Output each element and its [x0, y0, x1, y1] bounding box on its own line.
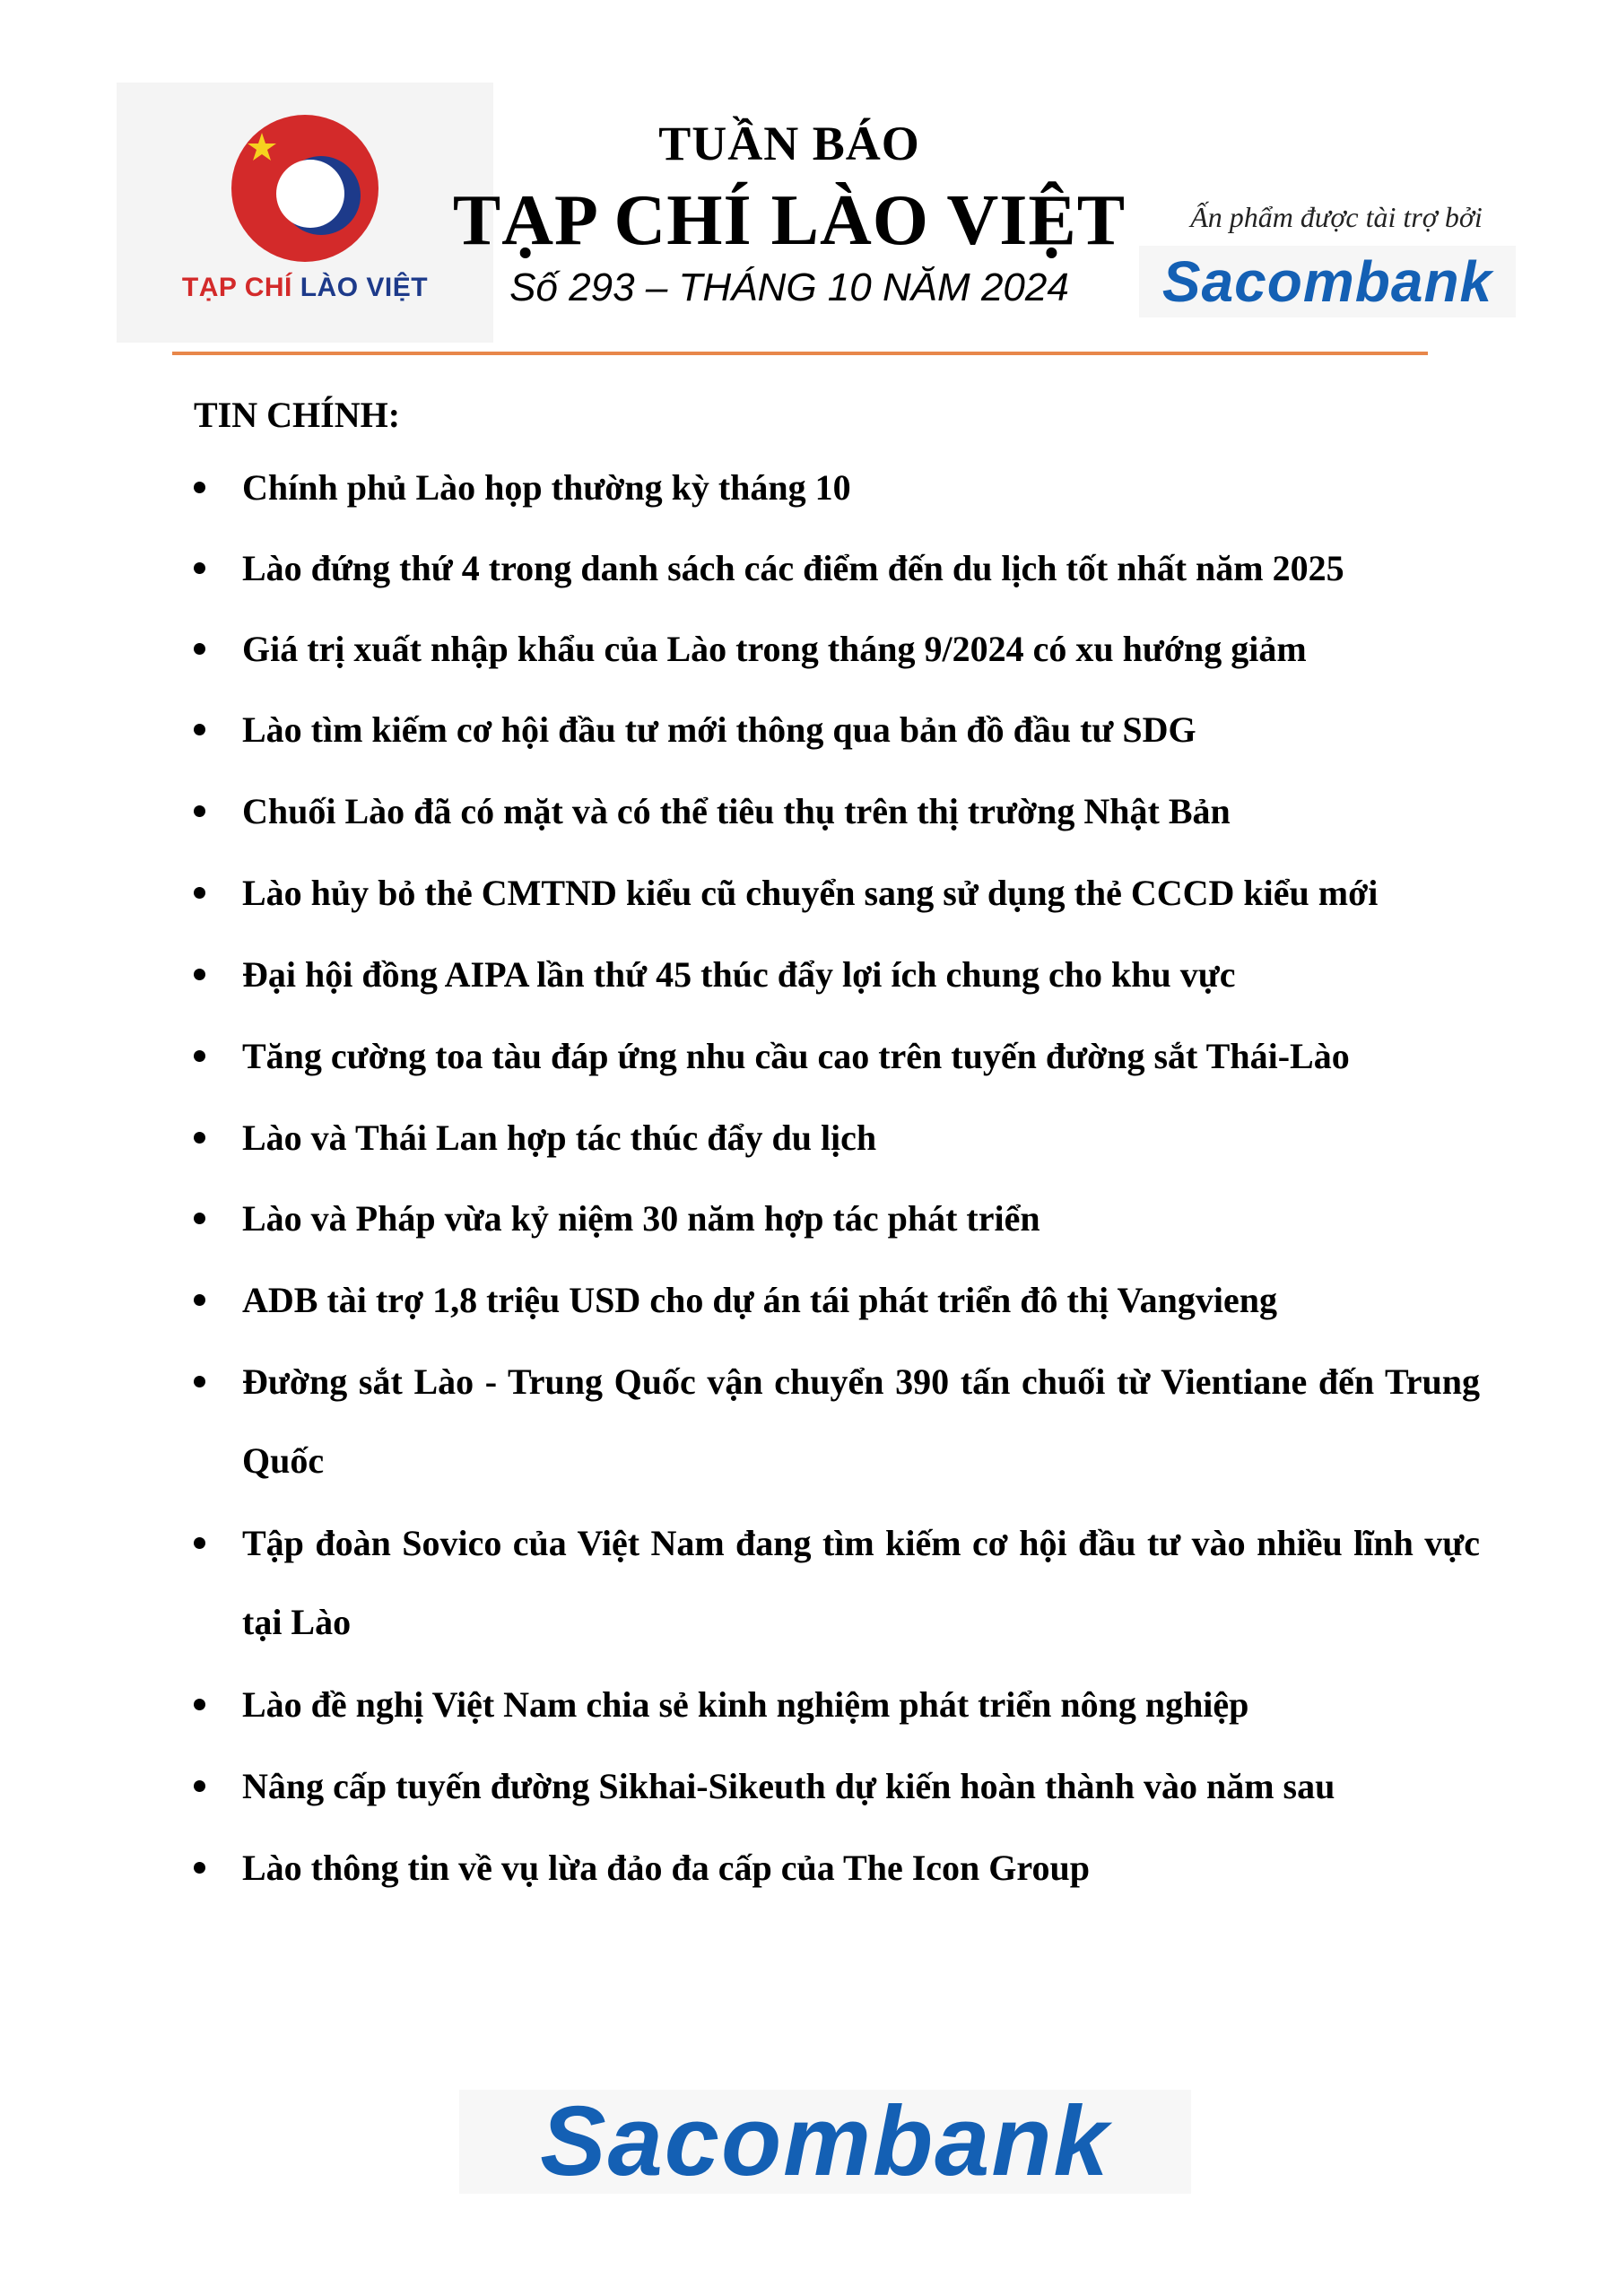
- headline-text: Chuối Lào đã có mặt và có thể tiêu thụ trên thị trường Nhật Bản: [242, 791, 1231, 831]
- headline-text: Tập đoàn Sovico của Việt Nam đang tìm kiếm cơ hội đầu tư vào nhiều lĩnh vực tại Lào: [242, 1523, 1480, 1642]
- bullet-icon: [194, 1537, 205, 1549]
- bullet-icon: [194, 805, 205, 817]
- list-item: [242, 935, 1480, 1014]
- bullet-icon: [194, 1213, 205, 1224]
- headline-text: Đường sắt Lào - Trung Quốc vận chuyển 390 tấn chuối từ Vientiane đến Trung Quốc: [242, 1361, 1480, 1481]
- bullet-icon: [194, 1699, 205, 1710]
- publication-type: TUẦN BÁO: [658, 117, 920, 170]
- bullet-icon: [194, 724, 205, 735]
- bullet-icon: [194, 1050, 205, 1062]
- bullet-icon: [194, 482, 205, 493]
- headline-text: Chính phủ Lào họp thường kỳ tháng 10: [242, 467, 851, 508]
- list-item: [242, 854, 1480, 933]
- bullet-icon: [194, 969, 205, 980]
- headline-text: ADB tài trợ 1,8 triệu USD cho dự án tái phát triển đô thị Vangvieng: [242, 1280, 1278, 1320]
- list-item: [242, 610, 1480, 689]
- section-heading: TIN CHÍNH:: [194, 395, 401, 435]
- headline-text: Giá trị xuất nhập khẩu của Lào trong tháng 9/2024 có xu hướng giảm: [242, 629, 1307, 669]
- list-item: [242, 1017, 1480, 1096]
- list-item: [242, 1504, 1480, 1662]
- list-item: [242, 529, 1480, 608]
- headline-text: Đại hội đồng AIPA lần thứ 45 thúc đẩy lợi ích chung cho khu vực: [242, 954, 1236, 995]
- sponsor-text: Ấn phẩm được tài trợ bởi: [1190, 201, 1483, 233]
- bullet-icon: [194, 1780, 205, 1792]
- issue-number: Số 293 – THÁNG 10 NĂM 2024: [509, 265, 1069, 309]
- bullet-icon: [194, 887, 205, 899]
- list-item: [242, 1829, 1480, 1908]
- headline-text: Tăng cường toa tàu đáp ứng nhu cầu cao trên tuyến đường sắt Thái-Lào: [242, 1036, 1350, 1076]
- list-item: [242, 1747, 1480, 1826]
- list-item: [242, 1665, 1480, 1744]
- bullet-icon: [194, 1862, 205, 1874]
- bullet-icon: [194, 1376, 205, 1387]
- headline-text: Nâng cấp tuyến đường Sikhai-Sikeuth dự kiến hoàn thành vào năm sau: [242, 1766, 1335, 1806]
- sponsor-brand-logo: Sacombank: [1161, 249, 1493, 314]
- list-item: [242, 691, 1480, 770]
- logo-wordmark-part2: LÀO VIỆT: [300, 273, 429, 302]
- footer-brand-logo: Sacombank: [540, 2086, 1110, 2196]
- bullet-icon: [194, 643, 205, 655]
- list-item: [242, 1343, 1480, 1500]
- logo-wordmark-part1: TẠP CHÍ: [181, 273, 292, 302]
- list-item: [242, 1099, 1480, 1178]
- publication-title: TẠP CHÍ LÀO VIỆT: [452, 181, 1127, 260]
- bullet-icon: [194, 562, 205, 574]
- bullet-icon: [194, 1132, 205, 1144]
- headline-text: Lào và Thái Lan hợp tác thúc đẩy du lịch: [242, 1118, 877, 1158]
- headline-text: Lào đứng thứ 4 trong danh sách các điểm đến du lịch tốt nhất năm 2025: [242, 548, 1344, 588]
- headline-text: Lào thông tin về vụ lừa đảo đa cấp của The Icon Group: [242, 1848, 1090, 1888]
- headline-text: Lào đề nghị Việt Nam chia sẻ kinh nghiệm phát triển nông nghiệp: [242, 1684, 1249, 1725]
- list-item: [242, 1261, 1480, 1340]
- list-item: [242, 772, 1480, 851]
- headline-text: Lào và Pháp vừa kỷ niệm 30 năm hợp tác phát triển: [242, 1198, 1040, 1239]
- headline-text: Lào tìm kiếm cơ hội đầu tư mới thông qua bản đồ đầu tư SDG: [242, 709, 1196, 750]
- headline-text: Lào hủy bỏ thẻ CMTND kiểu cũ chuyển sang sử dụng thẻ CCCD kiểu mới: [242, 873, 1379, 913]
- list-item: [242, 1179, 1480, 1258]
- footer-sponsor-logo: [459, 2086, 1191, 2196]
- list-item: [242, 448, 1480, 527]
- bullet-icon: [194, 1294, 205, 1306]
